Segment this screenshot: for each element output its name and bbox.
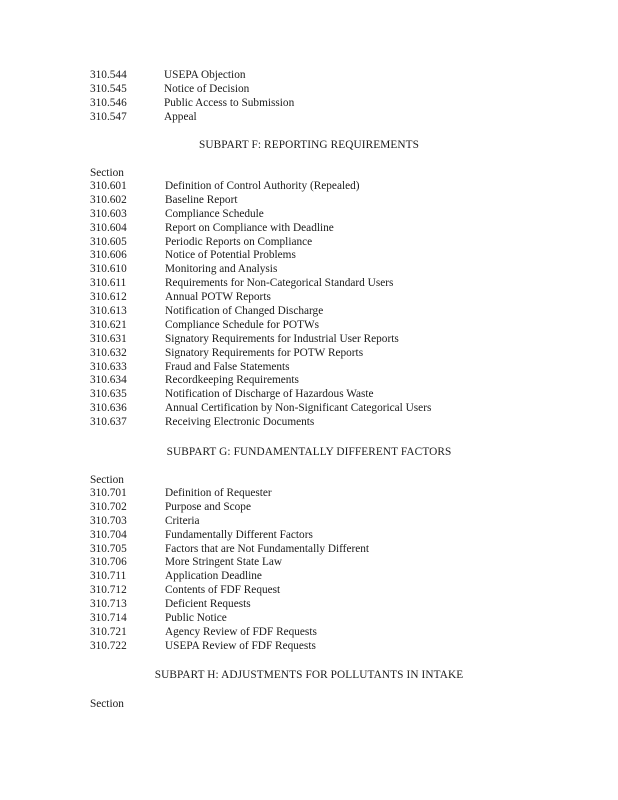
section-title: Periodic Reports on Compliance — [165, 235, 313, 248]
section-title: Report on Compliance with Deadline — [165, 221, 334, 234]
toc-entry — [90, 319, 431, 333]
toc-entry — [90, 556, 369, 570]
toc-block-subpart-g — [90, 473, 369, 654]
toc-entry — [90, 543, 369, 557]
subpart-h-heading: SUBPART H: ADJUSTMENTS FOR POLLUTANTS IN INTAKE — [154, 669, 464, 681]
subpart-f-heading: SUBPART F: REPORTING REQUIREMENTS — [198, 139, 420, 151]
section-number: 310.703 — [90, 514, 127, 527]
section-number: 310.544 — [90, 69, 127, 81]
toc-entry — [90, 83, 294, 97]
section-title: Requirements for Non-Categorical Standard Users — [165, 277, 394, 290]
section-label: Section — [90, 167, 124, 179]
section-title: Receiving Electronic Documents — [165, 416, 315, 429]
section-title: Notice of Potential Problems — [165, 249, 296, 262]
section-number: 310.633 — [90, 360, 127, 373]
section-title: Criteria — [165, 514, 200, 527]
toc-entry — [90, 194, 431, 208]
section-number: 310.606 — [90, 249, 127, 262]
toc-entry — [90, 584, 369, 598]
section-number: 310.706 — [90, 556, 127, 569]
section-number: 310.631 — [90, 332, 127, 345]
toc-entry — [90, 180, 431, 194]
section-number: 310.547 — [90, 110, 127, 123]
section-title: Application Deadline — [165, 570, 262, 583]
toc-block-subpart-h — [90, 697, 124, 711]
section-number: 310.545 — [90, 82, 127, 95]
section-number: 310.712 — [90, 584, 127, 597]
toc-entry — [90, 208, 431, 222]
toc-entry — [90, 374, 431, 388]
section-number: 310.604 — [90, 221, 127, 234]
toc-entry — [90, 598, 369, 612]
section-number: 310.546 — [90, 96, 127, 109]
toc-entry — [90, 402, 431, 416]
subpart-g-heading: SUBPART G: FUNDAMENTALLY DIFFERENT FACTORS — [166, 446, 452, 458]
toc-entry — [90, 347, 431, 361]
section-title: Annual POTW Reports — [165, 291, 271, 304]
section-number: 310.702 — [90, 500, 127, 513]
section-title: Definition of Control Authority (Repealed) — [165, 180, 360, 192]
toc-entry — [90, 263, 431, 277]
toc-entry — [90, 277, 431, 291]
section-number: 310.603 — [90, 207, 127, 220]
section-number: 310.601 — [90, 180, 127, 192]
section-title: Notice of Decision — [164, 82, 250, 95]
section-number: 310.713 — [90, 598, 127, 611]
toc-entry — [90, 416, 431, 430]
section-number: 310.605 — [90, 235, 127, 248]
toc-entry — [90, 388, 431, 402]
section-number: 310.637 — [90, 416, 127, 429]
section-title: Fraud and False Statements — [165, 360, 290, 373]
section-number: 310.632 — [90, 346, 127, 359]
toc-entry — [90, 291, 431, 305]
toc-entry — [90, 305, 431, 319]
section-title: Baseline Report — [165, 193, 238, 206]
toc-entry — [90, 515, 369, 529]
toc-entry — [90, 612, 369, 626]
section-title: Public Notice — [165, 612, 227, 625]
toc-block-subpart-f — [90, 166, 431, 430]
section-title: Definition of Requester — [165, 487, 272, 499]
section-title: Purpose and Scope — [165, 500, 251, 513]
section-number: 310.704 — [90, 528, 127, 541]
section-title: Fundamentally Different Factors — [165, 528, 313, 541]
section-number: 310.701 — [90, 487, 127, 499]
toc-entry — [90, 69, 294, 83]
section-number: 310.721 — [90, 625, 127, 638]
section-title: Contents of FDF Request — [165, 584, 281, 597]
section-number: 310.722 — [90, 639, 127, 652]
section-number: 310.610 — [90, 263, 127, 276]
section-number: 310.602 — [90, 193, 127, 206]
toc-entry — [90, 487, 369, 501]
section-number: 310.611 — [90, 277, 127, 290]
toc-block-top — [90, 69, 294, 125]
section-number: 310.634 — [90, 374, 127, 387]
section-title: USEPA Objection — [164, 69, 246, 81]
section-number: 310.705 — [90, 542, 127, 555]
section-label: Section — [90, 474, 124, 486]
toc-entry — [90, 501, 369, 515]
toc-entry — [90, 333, 431, 347]
section-title: Compliance Schedule — [165, 207, 264, 220]
section-title: Recordkeeping Requirements — [165, 374, 299, 387]
toc-entry — [90, 626, 369, 640]
toc-entry — [90, 97, 294, 111]
section-number: 310.635 — [90, 388, 127, 401]
section-title: Signatory Requirements for Industrial User Reports — [165, 332, 399, 345]
toc-entry — [90, 111, 294, 125]
section-title: Agency Review of FDF Requests — [165, 625, 317, 638]
section-title: USEPA Review of FDF Requests — [165, 639, 316, 652]
section-title: Appeal — [164, 110, 197, 123]
toc-entry — [90, 361, 431, 375]
toc-entry — [90, 249, 431, 263]
section-label: Section — [90, 698, 124, 710]
section-number: 310.613 — [90, 305, 127, 318]
toc-entry — [90, 529, 369, 543]
section-title: Notification of Changed Discharge — [165, 305, 324, 318]
section-number: 310.711 — [90, 570, 127, 583]
toc-entry — [90, 222, 431, 236]
section-number: 310.621 — [90, 318, 127, 331]
section-title: Notification of Discharge of Hazardous Waste — [165, 388, 374, 401]
section-title: Signatory Requirements for POTW Reports — [165, 346, 364, 359]
section-title: Deficient Requests — [165, 598, 251, 611]
toc-entry — [90, 236, 431, 250]
section-title: Factors that are Not Fundamentally Different — [165, 542, 370, 555]
section-number: 310.636 — [90, 402, 127, 415]
toc-entry — [90, 640, 369, 654]
section-title: Compliance Schedule for POTWs — [165, 318, 320, 331]
section-title: Public Access to Submission — [164, 96, 295, 109]
section-number: 310.612 — [90, 291, 127, 304]
section-title: Annual Certification by Non-Significant Categorical Users — [165, 402, 432, 415]
section-title: Monitoring and Analysis — [165, 263, 278, 276]
section-number: 310.714 — [90, 612, 127, 625]
section-title: More Stringent State Law — [165, 556, 283, 569]
toc-entry — [90, 570, 369, 584]
